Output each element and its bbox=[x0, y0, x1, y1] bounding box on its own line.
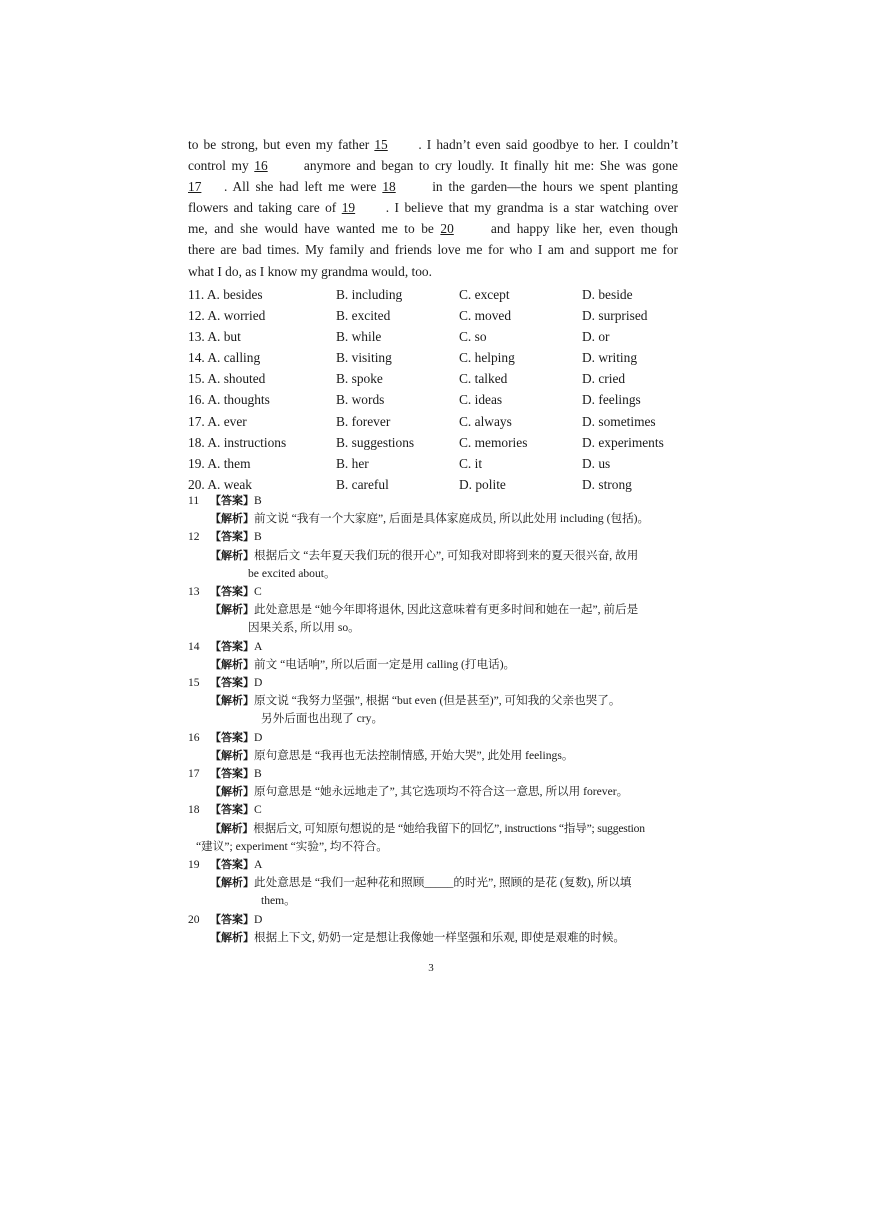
analysis-continuation: 因果关系, 所以用 so。 bbox=[248, 621, 360, 635]
option-choice: B. suggestions bbox=[336, 434, 415, 450]
passage-line: there are bad times. My family and friends love me for who I am and support me for bbox=[188, 242, 678, 258]
answer-key-letter: B bbox=[254, 530, 262, 544]
analysis-line bbox=[188, 820, 680, 838]
option-choice: 14. A. calling bbox=[188, 350, 261, 366]
analysis-label: 【解析】 bbox=[210, 930, 254, 944]
analysis-text: 前文 “电话响”, 所以后面一定是用 calling (打电话)。 bbox=[254, 657, 516, 671]
option-row bbox=[188, 368, 688, 389]
answer-key-letter: D bbox=[254, 730, 263, 744]
analysis-line bbox=[188, 601, 680, 619]
blank-17: 17 bbox=[188, 179, 202, 195]
option-choice: D. strong bbox=[582, 476, 632, 492]
analysis-text: 前文说 “我有一个大家庭”, 后面是具体家庭成员, 所以此处用 including (包括)。 bbox=[254, 512, 650, 526]
answer-entry bbox=[188, 638, 680, 674]
answer-label: 【答案】 bbox=[210, 803, 254, 817]
passage-line: 17 . All she had left me were 18 in the garden—the hours we spent planting bbox=[188, 176, 678, 197]
answer-line bbox=[188, 765, 680, 783]
option-choice: D. cried bbox=[582, 371, 626, 387]
answer-label: 【答案】 bbox=[210, 530, 254, 544]
analysis-text: 此处意思是 “我们一起种花和照顾_____的时光”, 照顾的是花 (复数), 所以填 bbox=[254, 876, 632, 890]
option-choice: D. experiments bbox=[582, 434, 664, 450]
option-choice: D. or bbox=[582, 329, 610, 345]
answer-entry bbox=[188, 583, 680, 638]
analysis-text: 原句意思是 “我再也无法控制情感, 开始大哭”, 此处用 feelings。 bbox=[254, 748, 574, 762]
analysis-text: 原文说 “我努力坚强”, 根据 “but even (但是甚至)”, 可知我的父亲也哭了。 bbox=[254, 694, 621, 708]
answer-line bbox=[188, 583, 680, 601]
option-choice: B. careful bbox=[336, 476, 389, 492]
answer-key-letter: A bbox=[254, 639, 263, 653]
analysis-text: 根据后文, 可知原句想说的是 “她给我留下的回忆”, instructions “指导”; suggestion bbox=[253, 821, 645, 835]
question-number: 16 bbox=[188, 730, 200, 744]
answer-key-letter: D bbox=[254, 676, 263, 690]
answer-label: 【答案】 bbox=[210, 494, 254, 507]
analysis-text: 此处意思是 “她今年即将退休, 因此这意味着有更多时间和她在一起”, 前后是 bbox=[254, 603, 639, 617]
option-choice: B. including bbox=[336, 287, 403, 302]
option-choice: C. helping bbox=[459, 350, 515, 366]
analysis-label: 【解析】 bbox=[210, 694, 254, 708]
analysis-line bbox=[188, 547, 680, 565]
analysis-line bbox=[188, 929, 680, 947]
answer-line bbox=[188, 492, 680, 510]
option-row bbox=[188, 453, 688, 474]
analysis-label: 【解析】 bbox=[210, 512, 254, 526]
option-choice: D. writing bbox=[582, 350, 638, 366]
answer-label: 【答案】 bbox=[210, 585, 254, 599]
answer-label: 【答案】 bbox=[210, 639, 254, 653]
answer-entry bbox=[188, 674, 680, 729]
option-choice: 13. A. but bbox=[188, 329, 241, 345]
option-choice: C. so bbox=[459, 329, 487, 345]
question-number: 17 bbox=[188, 767, 200, 781]
answer-key-letter: C bbox=[254, 803, 262, 817]
answer-line bbox=[188, 911, 680, 929]
analysis-text: 根据后文 “去年夏天我们玩的很开心”, 可知我对即将到来的夏天很兴奋, 故用 bbox=[254, 548, 639, 562]
option-choice: B. spoke bbox=[336, 371, 383, 387]
answer-entry bbox=[188, 801, 680, 856]
answer-line bbox=[188, 674, 680, 692]
analysis-continuation: “建议”; experiment “实验”, 均不符合。 bbox=[196, 839, 388, 853]
option-choice: D. polite bbox=[459, 476, 506, 492]
option-row bbox=[188, 432, 688, 453]
option-choice: B. words bbox=[336, 392, 385, 408]
answer-key-letter: A bbox=[254, 858, 263, 872]
option-choice: B. forever bbox=[336, 413, 391, 429]
analysis-text: 原句意思是 “她永远地走了”, 其它选项均不符合这一意思, 所以用 forever。 bbox=[254, 785, 629, 799]
answer-key bbox=[188, 492, 680, 947]
answer-line bbox=[188, 801, 680, 819]
analysis-line bbox=[188, 656, 680, 674]
option-choice: C. memories bbox=[459, 434, 528, 450]
answer-key-letter: B bbox=[254, 494, 262, 507]
question-number: 11 bbox=[188, 494, 200, 507]
option-choice: 12. A. worried bbox=[188, 308, 266, 324]
question-number: 15 bbox=[188, 676, 200, 690]
answer-entry bbox=[188, 765, 680, 801]
option-choice: 15. A. shouted bbox=[188, 371, 266, 387]
blank-18: 18 bbox=[382, 179, 396, 195]
analysis-line bbox=[188, 510, 680, 528]
blank-20: 20 bbox=[440, 221, 454, 237]
passage-line: flowers and taking care of 19 . I believe that my grandma is a star watching over bbox=[188, 197, 678, 218]
option-choice: C. ideas bbox=[459, 392, 503, 408]
answer-key-letter: B bbox=[254, 767, 262, 781]
option-choice: C. moved bbox=[459, 308, 512, 324]
option-row bbox=[188, 347, 688, 368]
analysis-continuation: them。 bbox=[261, 894, 296, 908]
answer-entry bbox=[188, 492, 680, 528]
page-number: 3 bbox=[428, 962, 434, 974]
option-choice: D. feelings bbox=[582, 392, 641, 408]
option-choice: D. us bbox=[582, 455, 611, 471]
option-choice: 19. A. them bbox=[188, 455, 251, 471]
question-number: 12 bbox=[188, 530, 200, 544]
answer-line bbox=[188, 856, 680, 874]
passage-line: me, and she would have wanted me to be 20 and happy like her, even though bbox=[188, 218, 678, 239]
option-choice: B. visiting bbox=[336, 350, 392, 366]
analysis-line bbox=[188, 874, 680, 892]
analysis-label: 【解析】 bbox=[210, 548, 254, 562]
analysis-label: 【解析】 bbox=[210, 657, 254, 671]
passage-line: to be strong, but even my father 15 . I hadn’t even said goodbye to her. I couldn’t bbox=[188, 134, 678, 155]
answer-entry bbox=[188, 856, 680, 911]
question-number: 20 bbox=[188, 912, 200, 926]
analysis-line bbox=[188, 692, 680, 710]
option-choice: D. beside bbox=[582, 287, 633, 302]
question-number: 13 bbox=[188, 585, 200, 599]
cloze-passage bbox=[188, 134, 678, 282]
option-choice: C. always bbox=[459, 413, 512, 429]
question-number: 18 bbox=[188, 803, 200, 817]
option-choice: B. her bbox=[336, 455, 369, 471]
option-choice: C. except bbox=[459, 287, 510, 302]
option-choice: 16. A. thoughts bbox=[188, 392, 270, 408]
answer-entry bbox=[188, 911, 680, 947]
answer-label: 【答案】 bbox=[210, 676, 254, 690]
question-number: 14 bbox=[188, 639, 200, 653]
answer-entry bbox=[188, 528, 680, 583]
answer-label: 【答案】 bbox=[210, 912, 254, 926]
option-row bbox=[188, 284, 688, 305]
analysis-label: 【解析】 bbox=[210, 603, 254, 617]
passage-line: what I do, as I know my grandma would, too. bbox=[188, 263, 432, 279]
option-choice: 18. A. instructions bbox=[188, 434, 287, 450]
option-choice: B. while bbox=[336, 329, 382, 345]
answer-entry bbox=[188, 729, 680, 765]
blank-16: 16 bbox=[254, 158, 268, 174]
option-row bbox=[188, 326, 688, 347]
blank-19: 19 bbox=[341, 200, 356, 216]
analysis-continuation: be excited about。 bbox=[248, 566, 336, 580]
analysis-line bbox=[188, 783, 680, 801]
option-choice: D. surprised bbox=[582, 308, 648, 324]
analysis-line bbox=[188, 747, 680, 765]
passage-line: control my 16 anymore and began to cry loudly. It finally hit me: She was gone bbox=[188, 155, 678, 176]
option-row bbox=[188, 411, 688, 432]
answer-line bbox=[188, 528, 680, 546]
analysis-label: 【解析】 bbox=[210, 876, 254, 890]
option-choice: C. talked bbox=[459, 371, 508, 387]
option-choice: C. it bbox=[459, 455, 483, 471]
answer-key-letter: C bbox=[254, 585, 262, 599]
analysis-continuation: 另外后面也出现了 cry。 bbox=[261, 712, 384, 726]
analysis-label: 【解析】 bbox=[210, 821, 254, 835]
answer-line bbox=[188, 729, 680, 747]
blank-15: 15 bbox=[374, 137, 388, 152]
answer-label: 【答案】 bbox=[210, 730, 254, 744]
answer-key-letter: D bbox=[254, 912, 263, 926]
analysis-label: 【解析】 bbox=[210, 748, 254, 762]
answer-label: 【答案】 bbox=[210, 858, 254, 872]
option-choice: 11. A. besides bbox=[188, 287, 263, 302]
answer-label: 【答案】 bbox=[210, 767, 254, 781]
options-table bbox=[188, 284, 688, 495]
option-row bbox=[188, 389, 688, 410]
question-number: 19 bbox=[188, 858, 200, 872]
option-choice: 20. A. weak bbox=[188, 476, 252, 492]
option-choice: D. sometimes bbox=[582, 413, 656, 429]
option-choice: B. excited bbox=[336, 308, 391, 324]
option-row bbox=[188, 305, 688, 326]
option-choice: 17. A. ever bbox=[188, 413, 247, 429]
answer-line bbox=[188, 638, 680, 656]
analysis-text: 根据上下文, 奶奶一定是想让我像她一样坚强和乐观, 即使是艰难的时候。 bbox=[254, 930, 626, 944]
analysis-label: 【解析】 bbox=[210, 785, 254, 799]
